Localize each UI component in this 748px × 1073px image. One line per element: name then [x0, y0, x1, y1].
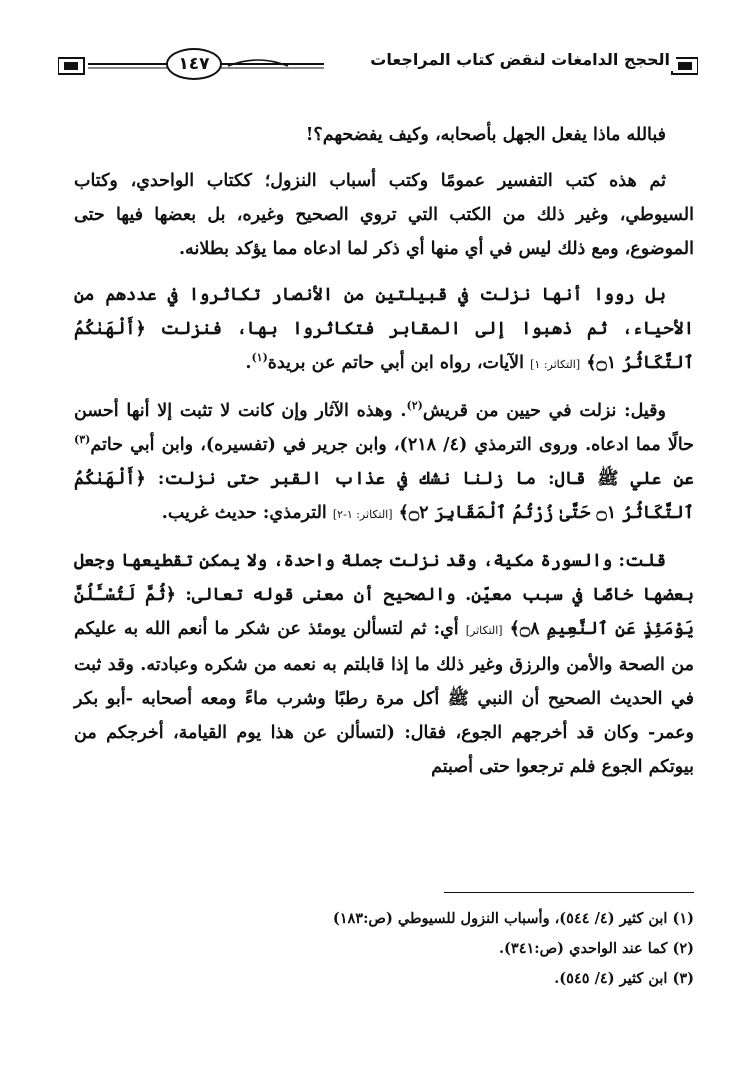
verse-reference: [التكاثر]	[465, 624, 503, 637]
paragraph-3	[74, 278, 694, 382]
footnote-marker-2: (٢)	[406, 399, 423, 413]
paragraph-5-text-a: قلت: والسورة مكية، وقد نزلت جملة واحدة، ولا يمكن تقطيعها وجعل بعضها خاصًا في سبب معيّن. والصحيح أن معنى قوله تعالى:	[74, 551, 694, 605]
paragraph-5	[74, 544, 694, 784]
footnote-separator	[444, 892, 694, 893]
paragraph-1: فبالله ماذا يفعل الجهل بأصحابه، وكيف يفضحهم؟!	[305, 125, 666, 145]
paragraph-5-text-b: أي: ثم لتسألن يومئذ عن شكر ما أنعم الله به عليكم من الصحة والأمن والرزق وغير ذلك ما إذا قابلتم به نعمه من شكره وعبادته. وقد ثبت في الحديث الصحيح أن النبي ﷺ أكل مرة رطبًا وشرب ماءً ومعه أصحابه -أبو بكر وعمر- وكان قد أخرجهم الجوع، فقال: (لتسألن عن هذا يوم القيامة، أخرجكم من بيوتكم الجوع فلم ترجعوا حتى أصبتم	[74, 619, 694, 777]
footnote-1: (١) ابن كثير (٤/ ٥٤٤)، وأسباب النزول للسيوطي (ص:١٨٣)	[332, 910, 694, 927]
quran-verse: ﴿ثُمَّ لَتُسْـَٔلُنَّ يَوْمَئِذٍ عَنِ ٱلنَّعِيمِ ۝٨﴾	[74, 585, 694, 639]
footnote-marker-3: (٣)	[74, 433, 91, 447]
paragraph-4	[74, 394, 694, 532]
paragraph-4-text-a: وقيل: نزلت في حيين من قريش	[422, 401, 666, 421]
footnotes	[120, 904, 694, 994]
footnote-2: (٢) كما عند الواحدي (ص:٣٤١).	[499, 940, 694, 957]
main-text	[74, 118, 694, 796]
paragraph-4-text-b: . وهذه الآثار وإن كانت لا تثبت إلا أنها أحسن حالًا مما ادعاه. وروى الترمذي (٤/ ٢١٨)، وابن جرير في (تفسيره)، وابن أبي حاتم	[74, 401, 694, 455]
footnote-marker-1: (١)	[251, 351, 268, 365]
verse-reference: [التكاثر: ١]	[530, 358, 581, 371]
paragraph-4-text-c: عن علي ﷺ قال: ما زلنا نشك في عذاب القبر حتى نزلت:	[157, 469, 695, 489]
paragraph-3-end: .	[245, 353, 252, 373]
running-title: الحجج الدامغات لنقض كتاب المراجعات	[324, 48, 676, 71]
page-number: ١٤٧	[166, 48, 222, 80]
paragraph-3-text-a: بل رووا أنها نزلت في قبيلتين من الأنصار تكاثروا في عددهم من الأحياء، ثم ذهبوا إلى المقابر فتكاثروا بها، فنزلت	[74, 285, 695, 339]
paragraph-2: ثم هذه كتب التفسير عمومًا وكتب أسباب النزول؛ ككتاب الواحدي، وكتاب السيوطي، وغير ذلك من الكتب التي تروي الصحيح وغيره، بل بعضها فيها حتى الموضوع، ومع ذلك ليس في أي منها أي ذكر لما ادعاه مما يؤكد بطلانه.	[74, 171, 694, 259]
paragraph-4-text-d: الترمذي: حديث غريب.	[161, 503, 327, 523]
page-header	[58, 40, 698, 84]
footnote-3: (٣) ابن كثير (٤/ ٥٤٥).	[554, 970, 694, 987]
quran-verse: ﴿أَلْهَىٰكُمُ ٱلتَّكَاثُرُ ۝١ حَتَّىٰ زُرْتُمُ ٱلْمَقَابِرَ ۝٢﴾	[74, 469, 694, 523]
quran-verse: ﴿أَلْهَىٰكُمُ ٱلتَّكَاثُرُ ۝١﴾	[74, 319, 694, 373]
verse-reference: [التكاثر: ١-٢]	[332, 508, 393, 521]
paragraph-3-text-b: الآيات، رواه ابن أبي حاتم عن بريدة	[267, 353, 525, 373]
